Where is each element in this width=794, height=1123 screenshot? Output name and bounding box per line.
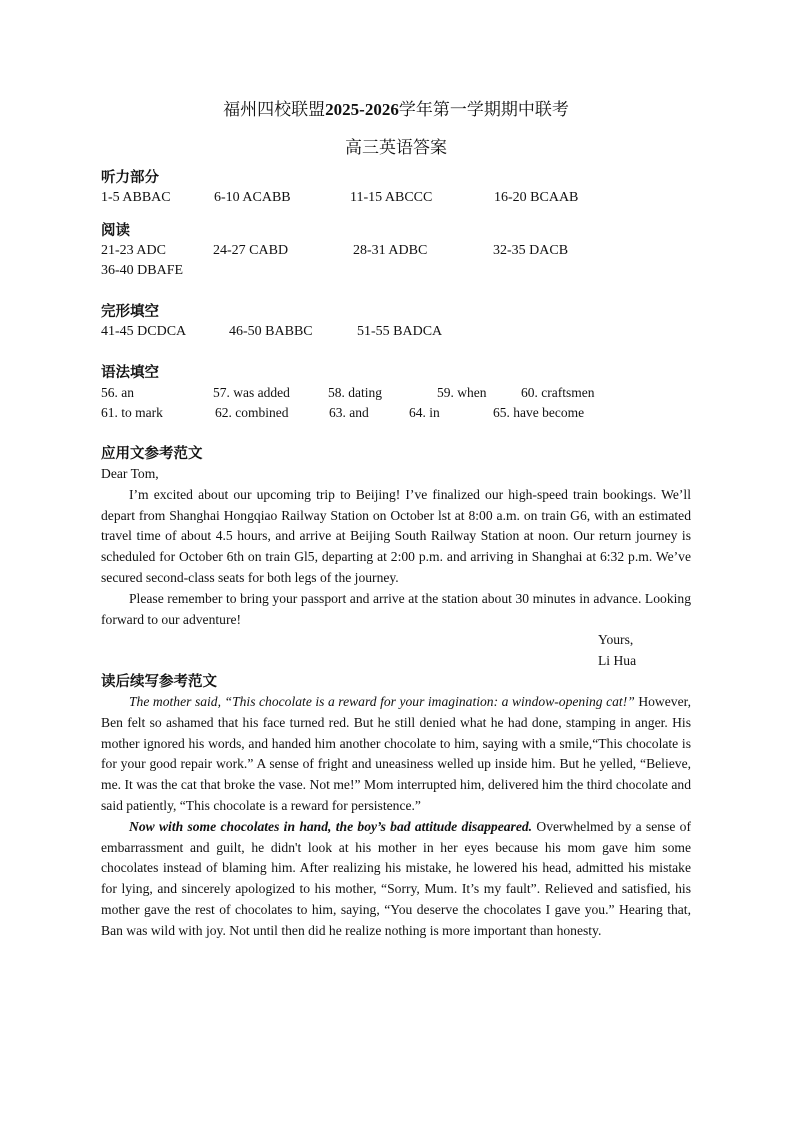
answer-item: 59. when: [437, 385, 487, 400]
answer-row: [101, 241, 691, 261]
answer-group: 51-55 BADCA: [357, 324, 443, 339]
answer-sheet: [101, 96, 691, 942]
story-paragraph: [101, 817, 691, 942]
answer-item: 58. dating: [328, 385, 382, 400]
story-text: However, Ben felt so ashamed that his face turned red. But he still denied what he had done, stamping in anger. His mother ignored his words, and handed him another chocolate to him, saying with a smile,“This chocolate is for your good repair work.” A sense of fright and uneasiness welled up inside him. But he yelled, “Believe, me. It was the cat that broke the vase. Not me!” Mom interrupted him, delivered him the third chocolate and said patiently, “This chocolate is a reward for persistence.”: [101, 693, 691, 813]
letter-paragraph: Please remember to bring your passport and arrive at the station about 30 minutes in advance. Looking forward to our adventure!: [101, 590, 691, 627]
answer-group: 32-35 DACB: [493, 243, 569, 258]
letter-closing: Yours,: [598, 632, 634, 648]
answer-row: [101, 403, 691, 423]
answer-item: 62. combined: [215, 405, 289, 420]
title-suffix: 学年第一学期期中联考: [398, 100, 569, 119]
story-lead-sentence: The mother said, “This chocolate is a reward for your imagination: a window-opening cat!”: [129, 693, 635, 709]
answer-item: 65. have become: [493, 405, 585, 420]
section-heading: 语法填空: [101, 365, 159, 381]
answer-row: [101, 322, 691, 342]
answer-item: 57. was added: [213, 385, 290, 400]
answer-item: 60. craftsmen: [521, 385, 595, 400]
writing-letter-section: [101, 444, 691, 672]
story-text: Overwhelmed by a sense of embarrassment and guilt, he didn't look at his mother in her eyes because his mom gave him some chocolates instead of blaming him. After realizing his mistake, he lowered his head, admitted his mistake for lying, and sincerely apologized to his mother, “Sorry, Mum. It’s my fault”. Relieved and satisfied, his mother gave the rest of chocolates to him, saying, “You deserve the chocolates I gave you.” Hearing that, Ban was wild with joy. Not until then did he realize nothing is more important than honesty.: [101, 818, 692, 938]
answer-group: 36-40 DBAFE: [101, 263, 184, 278]
grammar-section: [101, 363, 691, 423]
title-prefix: 福州四校联盟: [223, 100, 326, 119]
answer-group: 21-23 ADC: [101, 243, 166, 258]
letter-greeting: Dear Tom,: [101, 466, 159, 481]
title-year: 2025-2026: [325, 100, 399, 119]
page-subtitle: 高三英语答案: [345, 138, 447, 157]
section-heading: 应用文参考范文: [101, 446, 203, 462]
section-heading: 完形填空: [101, 304, 159, 320]
answer-group: 28-31 ADBC: [353, 243, 428, 258]
answer-item: 63. and: [329, 405, 369, 420]
section-heading: 读后续写参考范文: [101, 673, 217, 690]
section-heading: 阅读: [101, 223, 130, 239]
reading-section: [101, 221, 691, 281]
cloze-section: [101, 302, 691, 342]
answer-row: [101, 188, 691, 208]
answer-group: 24-27 CABD: [213, 243, 289, 258]
answer-group: 16-20 BCAAB: [494, 190, 579, 205]
answer-group: 41-45 DCDCA: [101, 324, 187, 339]
answer-row: [101, 261, 691, 281]
answer-group: 11-15 ABCCC: [350, 190, 433, 205]
story-lead-sentence: Now with some chocolates in hand, the boy’s bad attitude disappeared.: [129, 818, 533, 834]
continuation-writing-section: [101, 672, 691, 942]
answer-group: 1-5 ABBAC: [101, 190, 171, 205]
story-paragraph: [101, 692, 691, 817]
letter-signature: Li Hua: [598, 653, 637, 669]
listening-section: [101, 168, 691, 208]
answer-row: [101, 383, 691, 403]
answer-item: 61. to mark: [101, 405, 163, 420]
page-title: [101, 96, 691, 124]
answer-group: 6-10 ACABB: [214, 190, 291, 205]
section-heading: 听力部分: [101, 170, 159, 186]
letter-paragraph: I’m excited about our upcoming trip to Beijing! I’ve finalized our high-speed train bookings. We’ll depart from Shanghai Hongqiao Railway Station on October lst at 8:00 a.m. on train G6, with an estimated travel time of about 4.5 hours, and arrive at Beijing South Railway Station at noon. Our return journey is scheduled for October 6th on train Gl5, departing at 2:00 p.m. and arriving in Shanghai at 6:32 p.m. We’ve secured second-class seats for both legs of the journey.: [101, 486, 691, 585]
answer-item: 56. an: [101, 385, 134, 400]
answer-group: 46-50 BABBC: [229, 324, 313, 339]
answer-item: 64. in: [409, 405, 440, 420]
